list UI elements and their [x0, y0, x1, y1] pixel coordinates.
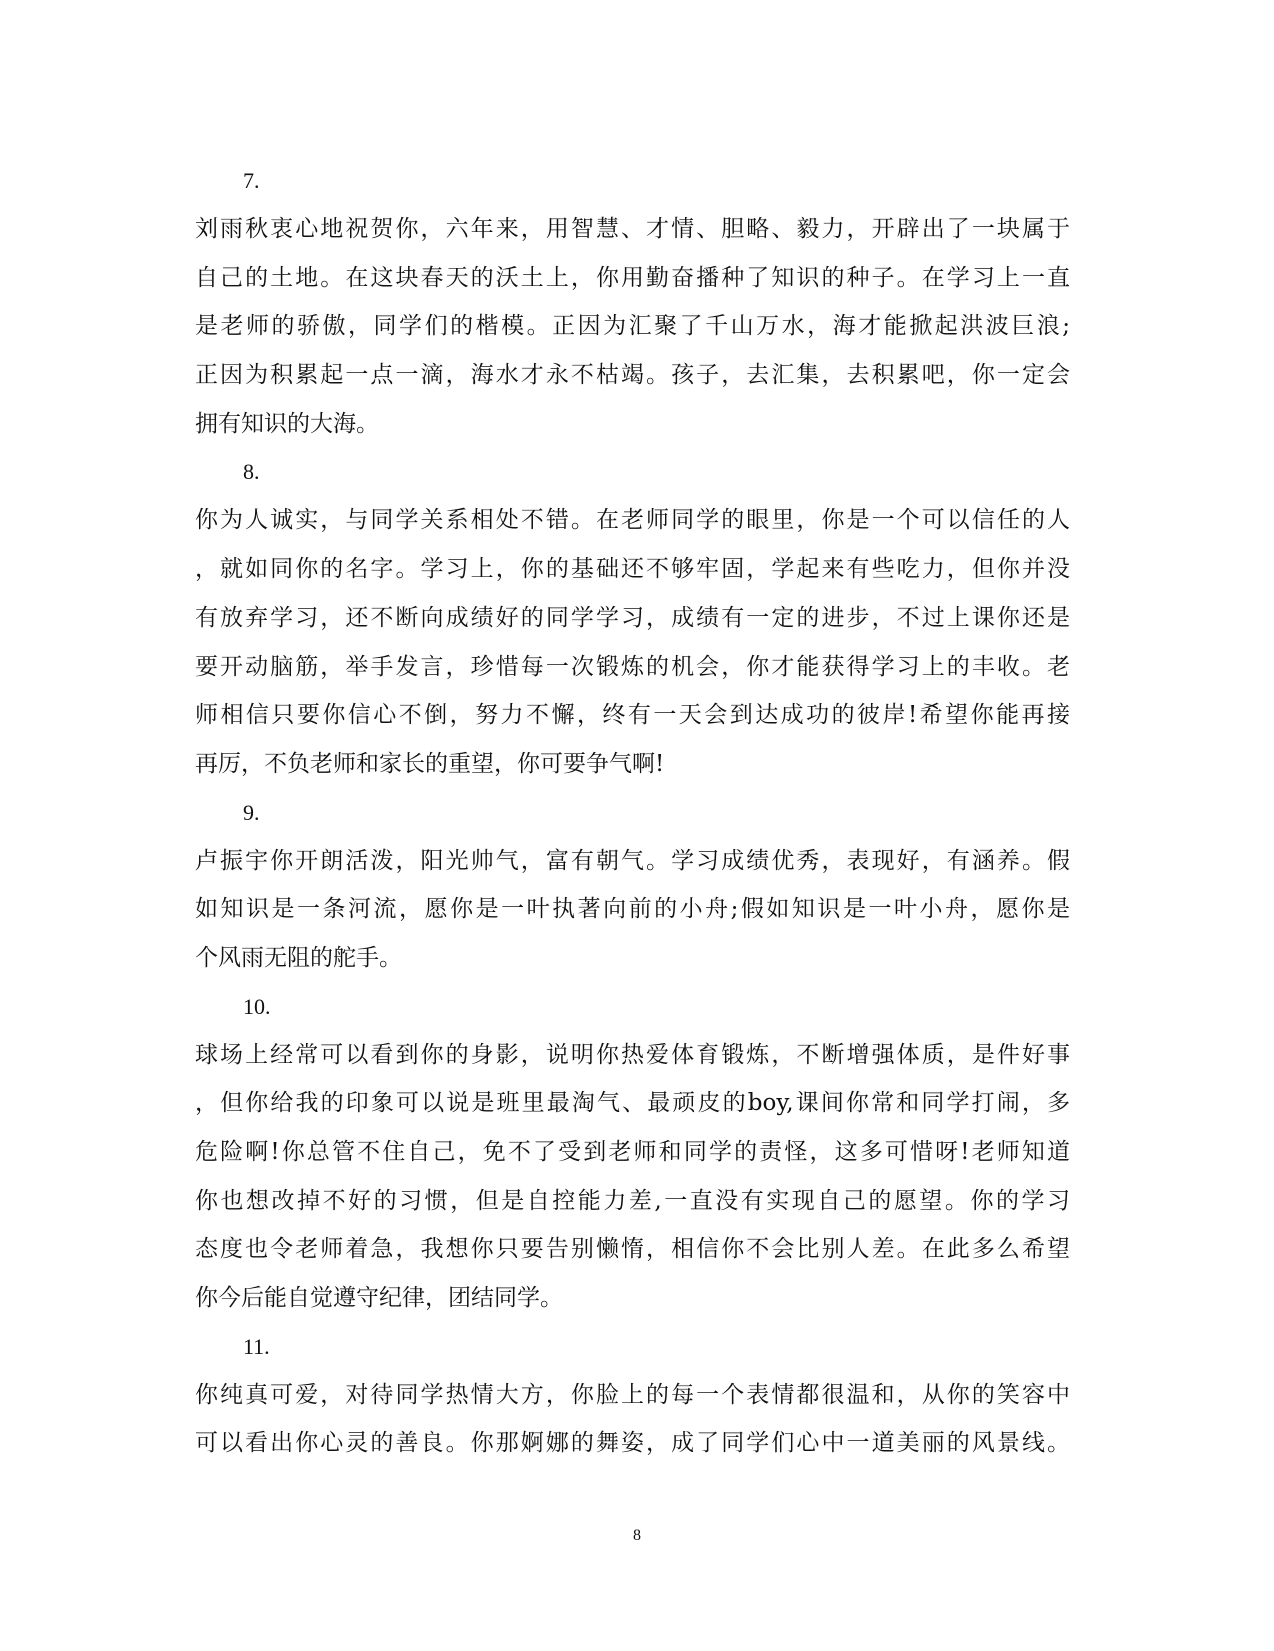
text-line: 如知识是一条河流，愿你是一叶执著向前的小舟;假如知识是一叶小舟，愿你是 [195, 896, 1070, 923]
section-number: 8. [243, 459, 260, 485]
text-line: ，就如同你的名字。学习上，你的基础还不够牢固，学起来有些吃力，但你并没 [195, 556, 1070, 583]
comment-paragraph [195, 837, 1070, 983]
text-line: ，但你给我的印象可以说是班里最淘气、最顽皮的boy,课间你常和同学打闹，多 [195, 1090, 1070, 1117]
text-line: 师相信只要你信心不倒，努力不懈，终有一天会到达成功的彼岸!希望你能再接 [195, 702, 1070, 729]
text-line: 是老师的骄傲，同学们的楷模。正因为汇聚了千山万水，海才能掀起洪波巨浪; [195, 313, 1070, 340]
text-line: 你纯真可爱，对待同学热情大方，你脸上的每一个表情都很温和，从你的笑容中 [195, 1381, 1070, 1408]
section-number: 9. [243, 799, 260, 825]
text-line: 有放弃学习，还不断向成绩好的同学学习，成绩有一定的进步，不过上课你还是 [195, 604, 1070, 631]
text-line: 卢振宇你开朗活泼，阳光帅气，富有朝气。学习成绩优秀，表现好，有涵养。假 [195, 847, 1070, 874]
comment-paragraph [195, 1371, 1070, 1468]
comment-paragraph [195, 496, 1070, 788]
text-line: 要开动脑筋，举手发言，珍惜每一次锻炼的机会，你才能获得学习上的丰收。老 [195, 653, 1070, 680]
section-number: 10. [243, 993, 271, 1019]
text-line: 态度也令老师着急，我想你只要告别懒惰，相信你不会比别人差。在此多么希望 [195, 1236, 1070, 1263]
text-line: 个风雨无阻的舵手。 [195, 944, 402, 971]
page-number: 8 [633, 1527, 641, 1544]
text-line: 再厉，不负老师和家长的重望，你可要争气啊! [195, 750, 665, 777]
text-line: 可以看出你心灵的善良。你那婀娜的舞姿，成了同学们心中一道美丽的风景线。 [195, 1430, 1070, 1457]
page-content [195, 157, 1070, 1468]
text-line: 正因为积累起一点一滴，海水才永不枯竭。孩子，去汇集，去积累吧，你一定会 [195, 362, 1070, 389]
text-line: 你为人诚实，与同学关系相处不错。在老师同学的眼里，你是一个可以信任的人 [195, 507, 1070, 534]
comment-paragraph [195, 205, 1070, 448]
text-line: 球场上经常可以看到你的身影，说明你热爱体育锻炼，不断增强体质，是件好事 [195, 1041, 1070, 1068]
text-line: 拥有知识的大海。 [195, 410, 379, 437]
text-line: 危险啊!你总管不住自己，免不了受到老师和同学的责怪，这多可惜呀!老师知道 [195, 1139, 1070, 1165]
text-line: 自己的土地。在这块春天的沃土上，你用勤奋播种了知识的种子。在学习上一直 [195, 264, 1070, 291]
section-number: 7. [243, 168, 260, 193]
text-line: 你也想改掉不好的习惯，但是自控能力差,一直没有实现自己的愿望。你的学习 [195, 1187, 1070, 1214]
section-number: 11. [243, 1333, 270, 1359]
text-line: 你今后能自觉遵守纪律，团结同学。 [195, 1285, 563, 1312]
text-line: 刘雨秋衷心地祝贺你，六年来，用智慧、才情、胆略、毅力，开辟出了一块属于 [195, 216, 1070, 242]
comment-paragraph [195, 1031, 1070, 1323]
